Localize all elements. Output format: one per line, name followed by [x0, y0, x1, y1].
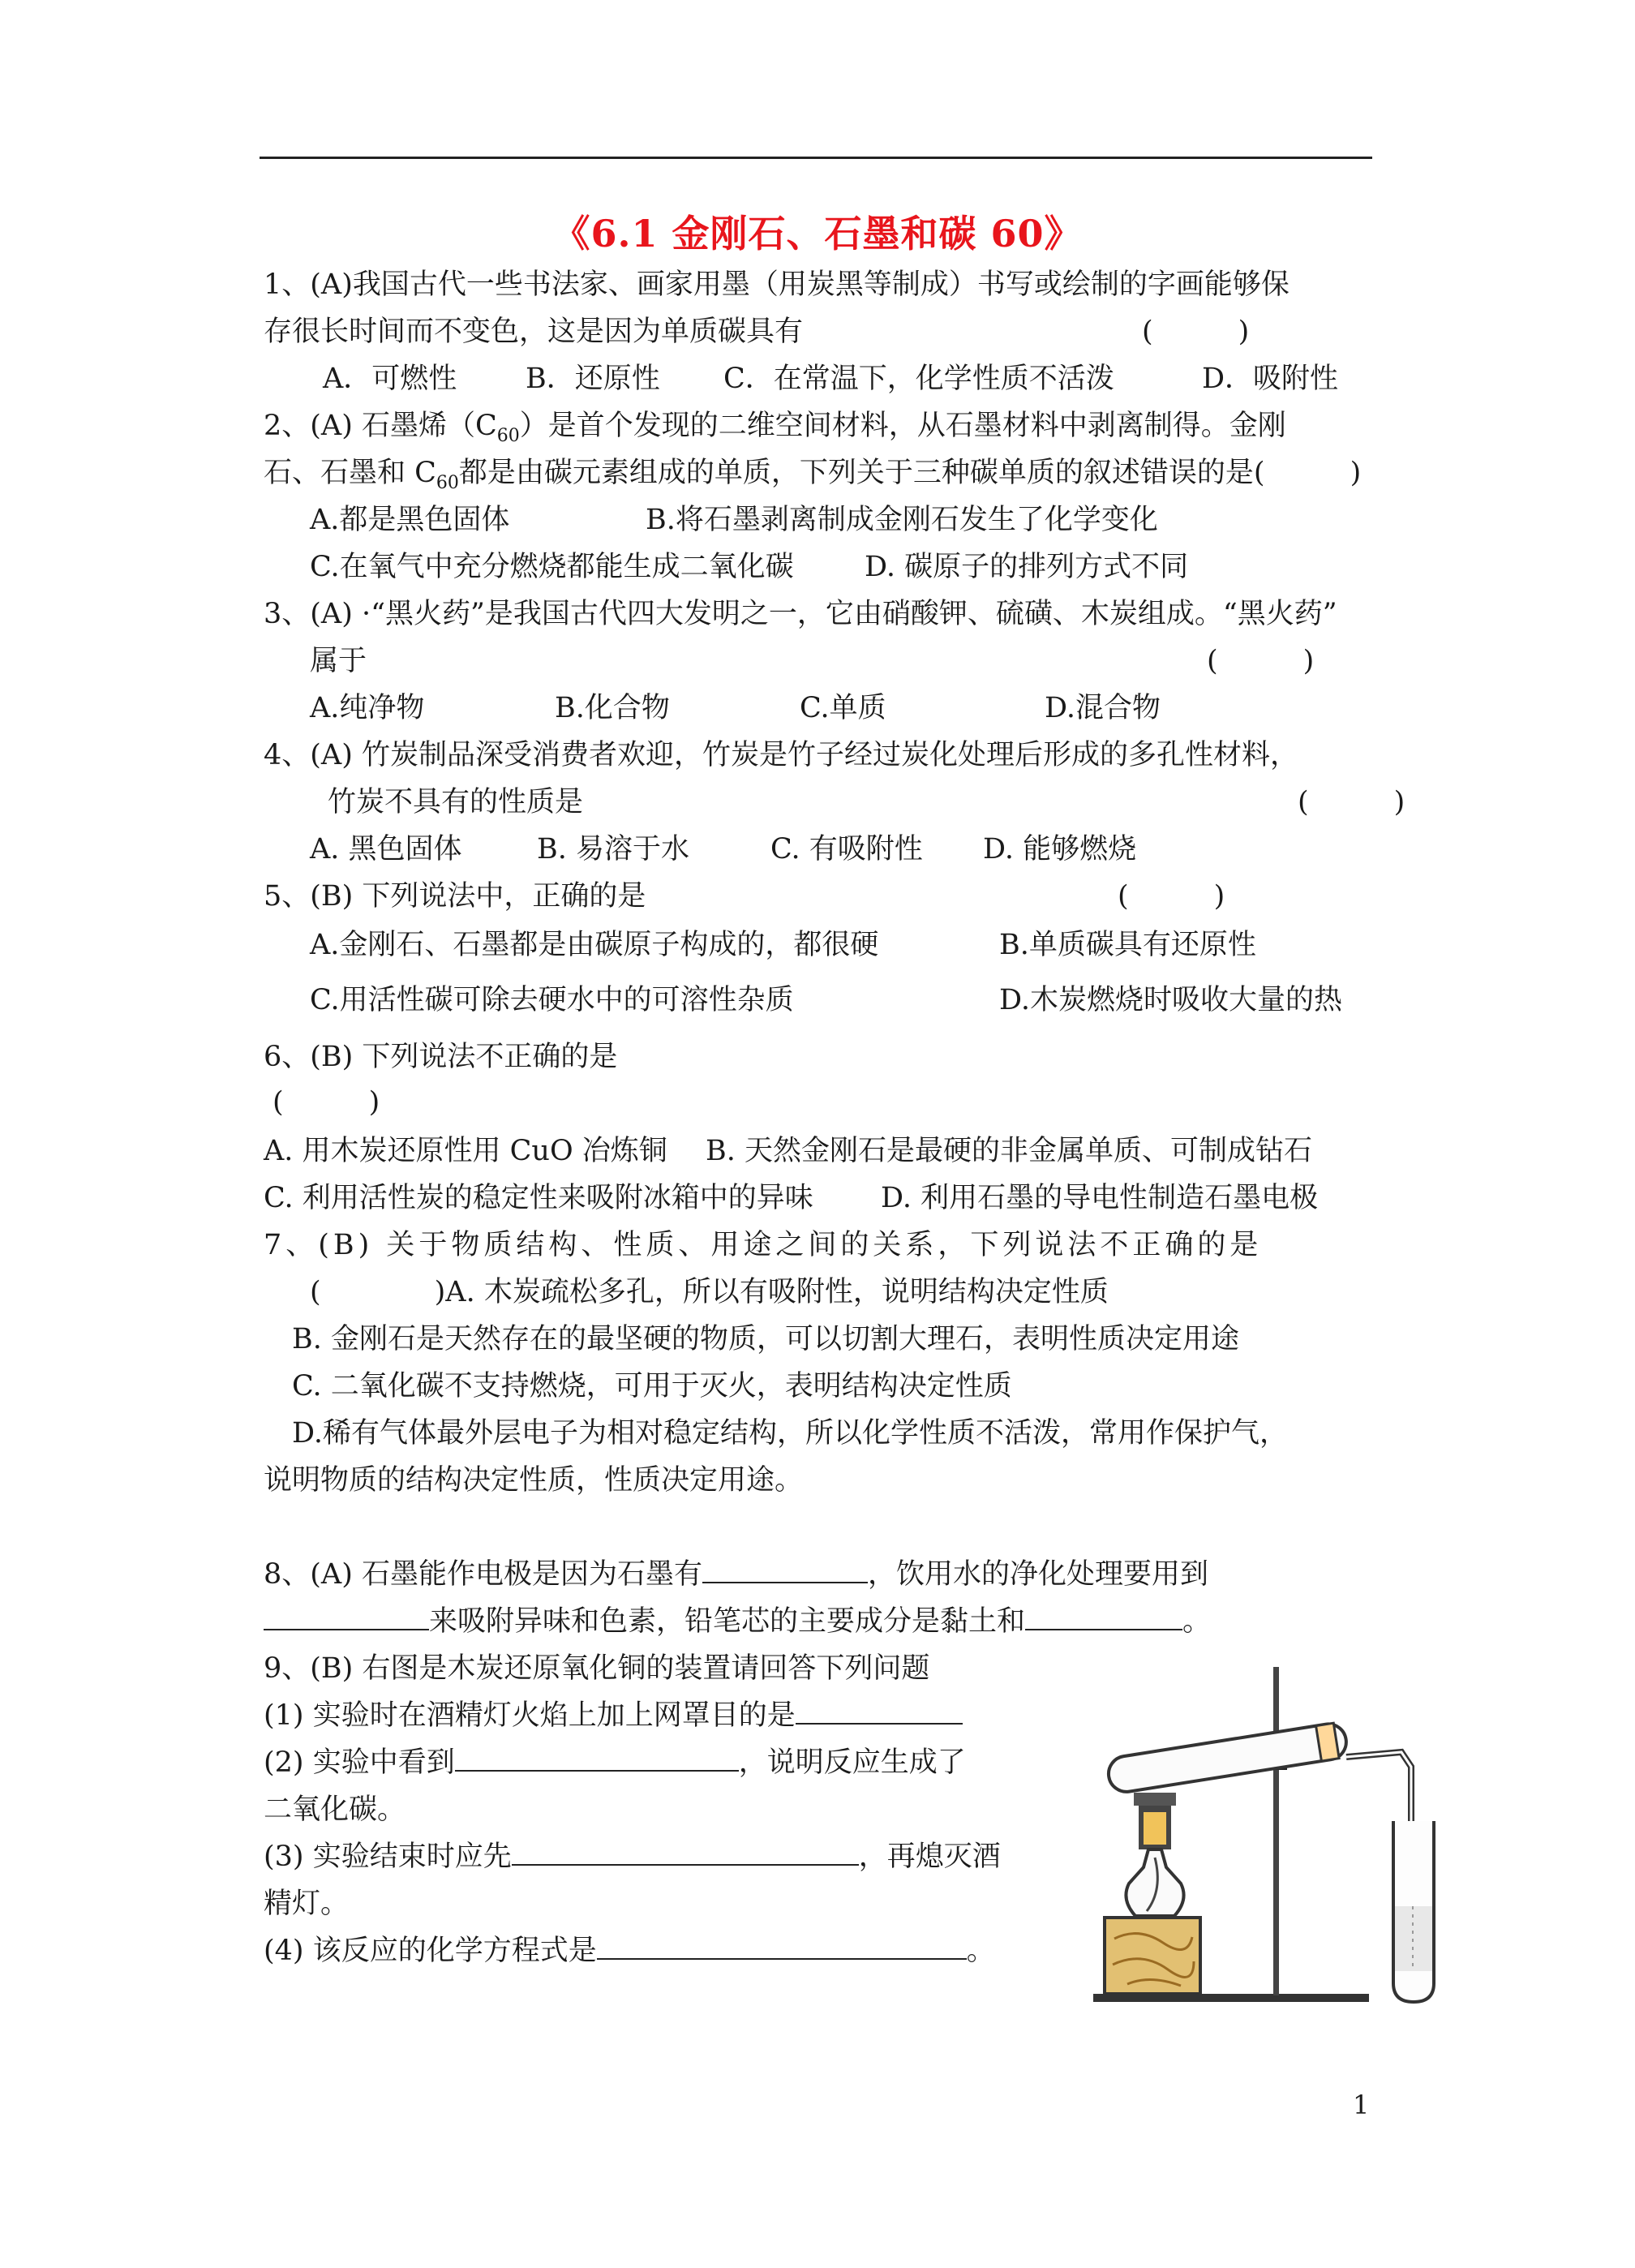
q9-sub1: (1) 实验时在酒精灯火焰上加上网罩目的是	[264, 1697, 963, 1734]
q7-option-d-line1: D.稀有气体最外层电子为相对稳定结构，所以化学性质不活泼，常用作保护气，	[292, 1417, 1288, 1450]
q6-answer-paren: ( )	[272, 1086, 380, 1119]
q8-blank-3[interactable]	[1025, 1604, 1182, 1630]
q4-option-d: D. 能够燃烧	[983, 833, 1137, 866]
q2-option-a: A.都是黑色固体	[310, 504, 510, 536]
q9-blank-4[interactable]	[597, 1934, 967, 1960]
q4-answer-paren: ( )	[1298, 786, 1405, 818]
q2-option-c: C.在氧气中充分燃烧都能生成二氧化碳	[310, 551, 794, 583]
q2-option-b: B.将石墨剥离制成金刚石发生了化学变化	[646, 504, 1158, 536]
page-number: 1	[1353, 2090, 1370, 2120]
q1-option-d: D．吸附性	[1202, 363, 1339, 395]
q3-option-c: C.单质	[800, 692, 886, 724]
q7-option-b: B. 金刚石是天然存在的最坚硬的物质，可以切割大理石，表明性质决定用途	[292, 1323, 1239, 1355]
q1-line2: 存很长时间而不变色，这是因为单质碳具有	[264, 316, 804, 348]
q1-line1: 1、(A)我国古代一些书法家、画家用墨（用炭黑等制成）书写或绘制的字画能够保	[264, 268, 1290, 301]
q5-option-a: A.金刚石、石墨都是由碳原子构成的，都很硬	[310, 929, 879, 961]
q4-option-b: B. 易溶于水	[537, 833, 689, 866]
q4-option-c: C. 有吸附性	[770, 833, 923, 866]
q9-sub2: (2) 实验中看到 ，说明反应生成了	[264, 1746, 966, 1779]
q8-blank-1[interactable]	[702, 1557, 868, 1583]
q4-option-a: A. 黑色固体	[310, 833, 462, 866]
q1-option-b: B．还原性	[526, 363, 660, 395]
q9-line1: 9、(B) 右图是木炭还原氧化铜的装置请回答下列问题	[264, 1652, 930, 1685]
page-title: 《6.1 金刚石、石墨和碳 60》	[552, 212, 1083, 256]
q5-option-d: D.木炭燃烧时吸收大量的热	[999, 984, 1342, 1016]
q3-line1: 3、(A) ·“黑火药”是我国古代四大发明之一，它由硝酸钾、硫磺、木炭组成。“黑火药”	[264, 598, 1337, 630]
q8-line2: 来吸附异味和色素，铅笔芯的主要成分是黏土和 。	[264, 1603, 1211, 1640]
q6-option-a: A. 用木炭还原性用 CuO 冶炼铜	[264, 1135, 667, 1167]
q2-line1: 2、(A) 石墨烯$(C_{60})$是首个发现的二维空间材料，从石墨材料中剥离制得。金刚	[264, 410, 1286, 446]
q5-option-b: B.单质碳具有还原性	[999, 929, 1256, 961]
q6-option-b: B. 天然金刚石是最硬的非金属单质、可制成钻石	[706, 1135, 1312, 1167]
q3-option-b: B.化合物	[555, 692, 670, 724]
q7-line2: ( )A. 木炭疏松多孔，所以有吸附性，说明结构决定性质	[310, 1276, 1109, 1308]
header-rule	[260, 157, 1372, 159]
q6-line1: 6、(B) 下列说法不正确的是	[264, 1041, 618, 1073]
q9-sub3-cont: 精灯。	[264, 1888, 350, 1920]
q8-line1: 8、(A) 石墨能作电极是因为石墨有 ，饮用水的净化处理要用到	[264, 1558, 1208, 1591]
q5-option-c: C.用活性碳可除去硬水中的可溶性杂质	[310, 984, 794, 1016]
q5-answer-paren: ( )	[1118, 880, 1225, 913]
q1-answer-paren: ( )	[1142, 316, 1250, 348]
q9-blank-2[interactable]	[455, 1746, 739, 1772]
q1-option-c: C．在常温下，化学性质不活泼	[723, 363, 1114, 395]
q6-option-d: D. 利用石墨的导电性制造石墨电极	[881, 1182, 1319, 1214]
q3-option-d: D.混合物	[1045, 692, 1161, 724]
q6-option-c: C. 利用活性炭的稳定性来吸附冰箱中的异味	[264, 1182, 813, 1214]
q9-blank-1[interactable]	[796, 1699, 963, 1725]
q4-line2: 竹炭不具有的性质是	[328, 786, 584, 818]
q2-option-d: D. 碳原子的排列方式不同	[865, 551, 1189, 583]
q1-option-a: A．可燃性	[323, 363, 457, 395]
q8-blank-2[interactable]	[264, 1604, 429, 1630]
q3-line2: 属于	[310, 645, 367, 677]
q9-sub3: (3) 实验结束时应先 ，再熄灭酒	[264, 1841, 1001, 1873]
q7-line1: 7、(B) 关于物质结构、性质、用途之间的关系，下列说法不正确的是	[264, 1229, 1263, 1261]
carbon-reduction-apparatus-figure	[1085, 1663, 1450, 2008]
q9-sub2-cont: 二氧化碳。	[264, 1793, 406, 1826]
q5-line1: 5、(B) 下列说法中，正确的是	[264, 880, 646, 913]
q2-line2: 石、石墨和 $C_{60}$都是由碳元素组成的单质，下列关于三种碳单质的叙述错误的是( )	[264, 457, 1362, 493]
q3-option-a: A.纯净物	[310, 692, 425, 724]
q3-answer-paren: ( )	[1207, 645, 1315, 677]
q7-option-d-line2: 说明物质的结构决定性质，性质决定用途。	[264, 1464, 804, 1497]
q7-option-c: C. 二氧化碳不支持燃烧，可用于灭火，表明结构决定性质	[292, 1370, 1012, 1402]
q9-blank-3[interactable]	[512, 1840, 859, 1866]
q9-sub4: (4) 该反应的化学方程式是 。	[264, 1935, 995, 1967]
q4-line1: 4、(A) 竹炭制品深受消费者欢迎，竹炭是竹子经过炭化处理后形成的多孔性材料，	[264, 739, 1298, 771]
